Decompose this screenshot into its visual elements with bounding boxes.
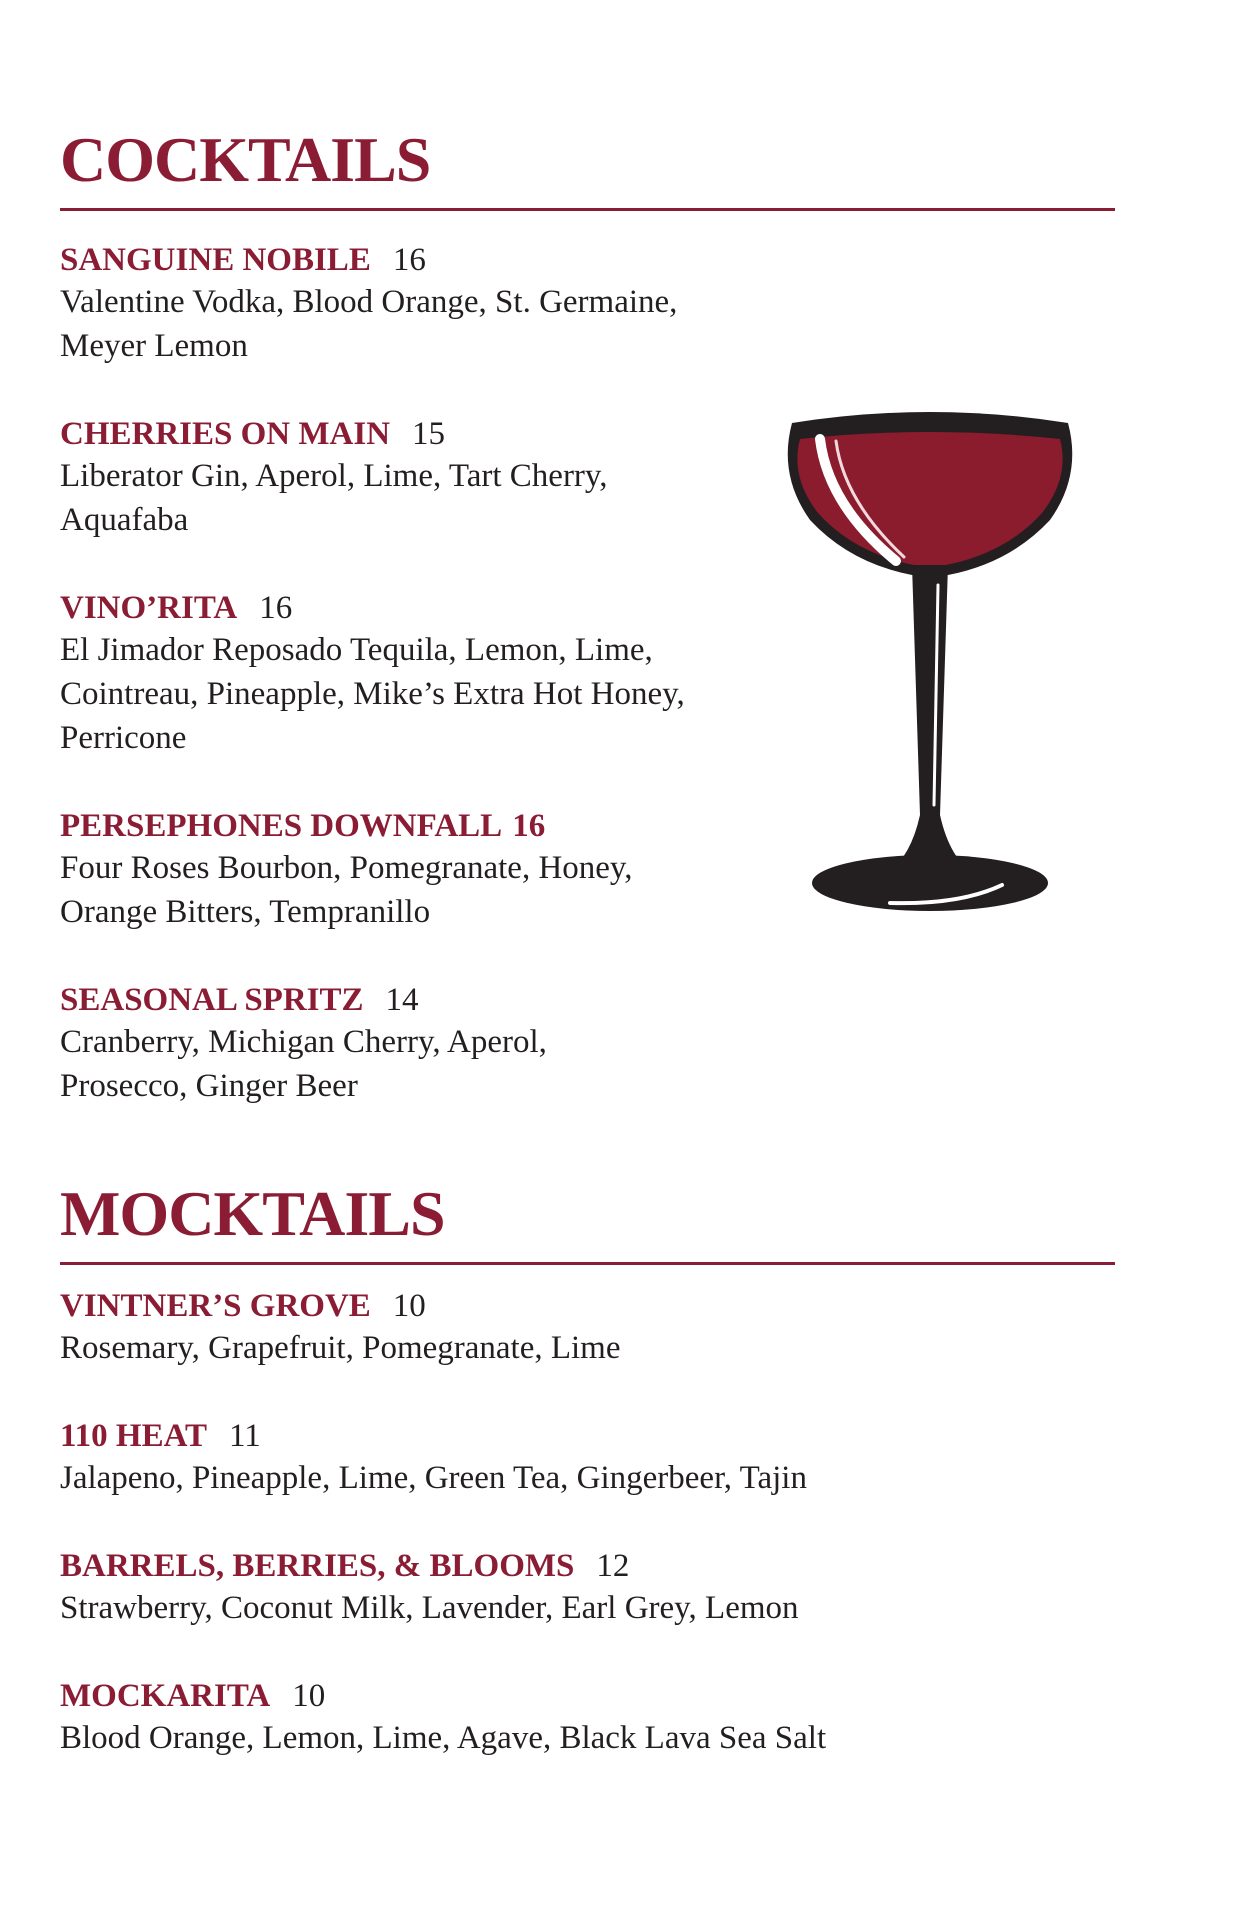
item-price: 15 xyxy=(412,416,446,452)
item-description-line: Jalapeno, Pineapple, Lime, Green Tea, Gingerbeer, Tajin xyxy=(60,1460,807,1496)
mocktails-section xyxy=(60,1178,1115,1265)
item-name: VINO’RITA xyxy=(60,590,238,626)
item-name: CHERRIES ON MAIN xyxy=(60,416,391,452)
menu-item xyxy=(60,588,685,760)
item-price: 10 xyxy=(292,1678,326,1714)
item-name: SANGUINE NOBILE xyxy=(60,242,371,278)
item-description-line: Cointreau, Pineapple, Mike’s Extra Hot Honey, xyxy=(60,676,685,712)
item-description-line: Strawberry, Coconut Milk, Lavender, Earl Grey, Lemon xyxy=(60,1590,799,1626)
menu-item xyxy=(60,1416,807,1500)
item-description-line: Perricone xyxy=(60,720,187,756)
item-description-line: Rosemary, Grapefruit, Pomegranate, Lime xyxy=(60,1330,621,1366)
item-price: 16 xyxy=(512,808,546,844)
menu-item xyxy=(60,240,677,368)
cocktails-divider xyxy=(60,208,1115,211)
item-description xyxy=(60,280,677,368)
item-name: SEASONAL SPRITZ xyxy=(60,982,364,1018)
item-price: 10 xyxy=(392,1288,426,1324)
item-price: 16 xyxy=(392,242,426,278)
item-description-line: Orange Bitters, Tempranillo xyxy=(60,894,431,930)
item-price: 16 xyxy=(259,590,293,626)
item-description-line: Cranberry, Michigan Cherry, Aperol, xyxy=(60,1024,547,1060)
item-name: BARRELS, BERRIES, & BLOOMS xyxy=(60,1548,575,1584)
item-description xyxy=(60,454,608,542)
item-description-line: Aquafaba xyxy=(60,502,189,538)
item-price: 14 xyxy=(385,982,419,1018)
menu-item xyxy=(60,1676,826,1760)
item-description-line: Blood Orange, Lemon, Lime, Agave, Black Lava Sea Salt xyxy=(60,1720,827,1756)
cocktails-section xyxy=(60,124,1115,211)
item-description xyxy=(60,1326,621,1370)
item-description-line: Valentine Vodka, Blood Orange, St. Germaine, xyxy=(60,284,678,320)
cocktails-heading: COCKTAILS xyxy=(60,124,431,195)
item-description xyxy=(60,1456,807,1500)
item-price: 11 xyxy=(229,1418,261,1454)
item-description-line: Liberator Gin, Aperol, Lime, Tart Cherry, xyxy=(60,458,608,494)
item-description xyxy=(60,628,685,760)
item-description xyxy=(60,846,633,934)
menu-item xyxy=(60,1546,799,1630)
mocktails-heading: MOCKTAILS xyxy=(60,1178,445,1249)
menu-item xyxy=(60,980,547,1108)
mocktails-divider xyxy=(60,1262,1115,1265)
item-name: PERSEPHONES DOWNFALL xyxy=(60,808,503,844)
item-name: MOCKARITA xyxy=(60,1678,271,1714)
item-name: 110 HEAT xyxy=(60,1418,208,1454)
item-description-line: Four Roses Bourbon, Pomegranate, Honey, xyxy=(60,850,633,886)
coupe-glass-icon xyxy=(780,405,1080,925)
item-description-line: Prosecco, Ginger Beer xyxy=(60,1068,358,1104)
menu-item xyxy=(60,414,608,542)
item-description-line: Meyer Lemon xyxy=(60,328,248,364)
item-description xyxy=(60,1716,826,1760)
menu-item xyxy=(60,806,633,934)
item-description xyxy=(60,1586,799,1630)
item-description xyxy=(60,1020,547,1108)
item-name: VINTNER’S GROVE xyxy=(60,1288,371,1324)
glass-stem xyxy=(884,565,976,875)
item-price: 12 xyxy=(596,1548,630,1584)
item-description-line: El Jimador Reposado Tequila, Lemon, Lime, xyxy=(60,632,653,668)
menu-item xyxy=(60,1286,621,1370)
